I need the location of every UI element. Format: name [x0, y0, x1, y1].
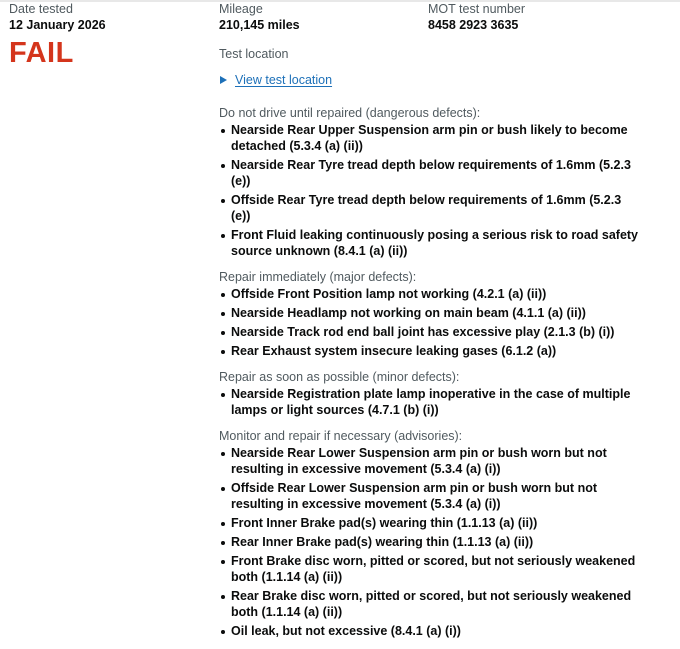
advisory-item: Oil leak, but not excessive (8.4.1 (a) (i)): [219, 623, 639, 639]
test-location-label: Test location: [219, 47, 289, 61]
defect-item: Nearside Rear Upper Suspension arm pin or bush likely to become detached (5.3.4 (a) (ii)): [219, 122, 639, 154]
advisories-group: [219, 428, 639, 639]
mileage-label: Mileage: [219, 2, 263, 16]
advisory-item: Offside Rear Lower Suspension arm pin or bush worn but not resulting in excessive movement (5.3.4 (a) (i)): [219, 480, 639, 512]
group-title: Repair as soon as possible (minor defects):: [219, 370, 460, 384]
defect-item: Nearside Registration plate lamp inoperative in the case of multiple lamps or light sources (4.7.1 (b) (i)): [219, 386, 639, 418]
defect-item: Nearside Rear Tyre tread depth below requirements of 1.6mm (5.2.3 (e)): [219, 157, 639, 189]
date-column: [9, 0, 106, 69]
mot-test-number-value: 8458 2923 3635: [428, 18, 519, 32]
dangerous-defects-group: [219, 105, 639, 259]
advisory-item: Front Inner Brake pad(s) wearing thin (1.1.13 (a) (ii)): [219, 515, 639, 531]
defect-item: Nearside Headlamp not working on main beam (4.1.1 (a) (ii)): [219, 305, 639, 321]
defect-item: Front Fluid leaking continuously posing a serious risk to road safety source unknown (8.4.1 (a) (ii)): [219, 227, 639, 259]
disclosure-triangle-icon: [220, 76, 227, 84]
defects-list: [219, 105, 639, 649]
result-badge: FAIL: [9, 37, 74, 69]
defect-item: Offside Rear Tyre tread depth below requirements of 1.6mm (5.2.3 (e)): [219, 192, 639, 224]
view-test-location-toggle[interactable]: [219, 72, 332, 88]
major-defects-group: [219, 269, 639, 359]
defect-item: Offside Front Position lamp not working (4.2.1 (a) (ii)): [219, 286, 639, 302]
advisory-item: Front Brake disc worn, pitted or scored, but not seriously weakened both (1.1.14 (a) (ii)): [219, 553, 639, 585]
group-title: Do not drive until repaired (dangerous defects):: [219, 106, 481, 120]
advisory-item: Nearside Rear Lower Suspension arm pin or bush worn but not resulting in excessive movement (5.3.4 (a) (i)): [219, 445, 639, 477]
date-tested-value: 12 January 2026: [9, 18, 106, 32]
defect-item: Nearside Track rod end ball joint has excessive play (2.1.3 (b) (i)): [219, 324, 639, 340]
advisory-item: Rear Brake disc worn, pitted or scored, but not seriously weakened both (1.1.14 (a) (ii)): [219, 588, 639, 620]
mileage-column: [219, 0, 332, 88]
view-test-location-link[interactable]: View test location: [235, 73, 333, 87]
date-tested-label: Date tested: [9, 2, 73, 16]
group-title: Monitor and repair if necessary (advisories):: [219, 429, 463, 443]
defect-item: Rear Exhaust system insecure leaking gases (6.1.2 (a)): [219, 343, 639, 359]
minor-defects-group: [219, 369, 639, 418]
mileage-value: 210,145 miles: [219, 18, 300, 32]
mot-test-number-label: MOT test number: [428, 2, 526, 16]
group-title: Repair immediately (major defects):: [219, 270, 417, 284]
test-number-column: [428, 0, 525, 33]
advisory-item: Rear Inner Brake pad(s) wearing thin (1.1.13 (a) (ii)): [219, 534, 639, 550]
